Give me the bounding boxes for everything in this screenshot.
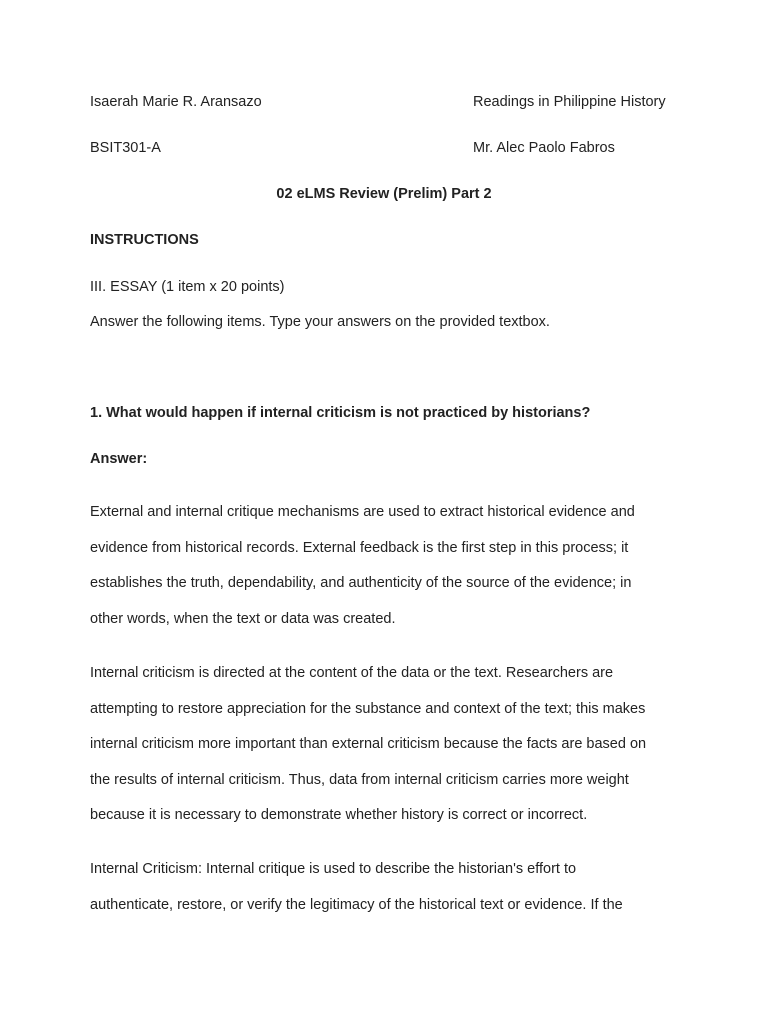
answer-line: establishes the truth, dependability, and authenticity of the source of the evidence; in [90, 575, 632, 591]
answer-line: External and internal critique mechanisms are used to extract historical evidence and [90, 504, 635, 520]
instructions-heading: INSTRUCTIONS [90, 232, 199, 248]
document-title: 02 eLMS Review (Prelim) Part 2 [276, 186, 492, 202]
answer-line: internal criticism more important than external criticism because the facts are based on [90, 736, 647, 752]
question-text: 1. What would happen if internal criticism is not practiced by historians? [90, 405, 591, 421]
answer-line: Internal Criticism: Internal critique is used to describe the historian's effort to [90, 861, 577, 877]
essay-info: III. ESSAY (1 item x 20 points) [90, 279, 285, 295]
answer-line: other words, when the text or data was created. [90, 611, 396, 627]
answer-line: Internal criticism is directed at the content of the data or the text. Researchers are [90, 665, 614, 681]
answer-line: because it is necessary to demonstrate whether history is correct or incorrect. [90, 807, 588, 823]
answer-line: evidence from historical records. External feedback is the first step in this process; it [90, 540, 629, 556]
course-name: Readings in Philippine History [473, 94, 666, 110]
section: BSIT301-A [90, 140, 161, 156]
answer-line: authenticate, restore, or verify the legitimacy of the historical text or evidence. If the [90, 897, 623, 913]
answer-line: attempting to restore appreciation for the substance and context of the text; this makes [90, 701, 646, 717]
answer-line: the results of internal criticism. Thus, data from internal criticism carries more weight [90, 772, 629, 788]
instructor-name: Mr. Alec Paolo Fabros [473, 140, 615, 156]
directions: Answer the following items. Type your answers on the provided textbox. [90, 314, 550, 330]
student-name: Isaerah Marie R. Aransazo [90, 94, 262, 110]
answer-label: Answer: [90, 451, 148, 467]
